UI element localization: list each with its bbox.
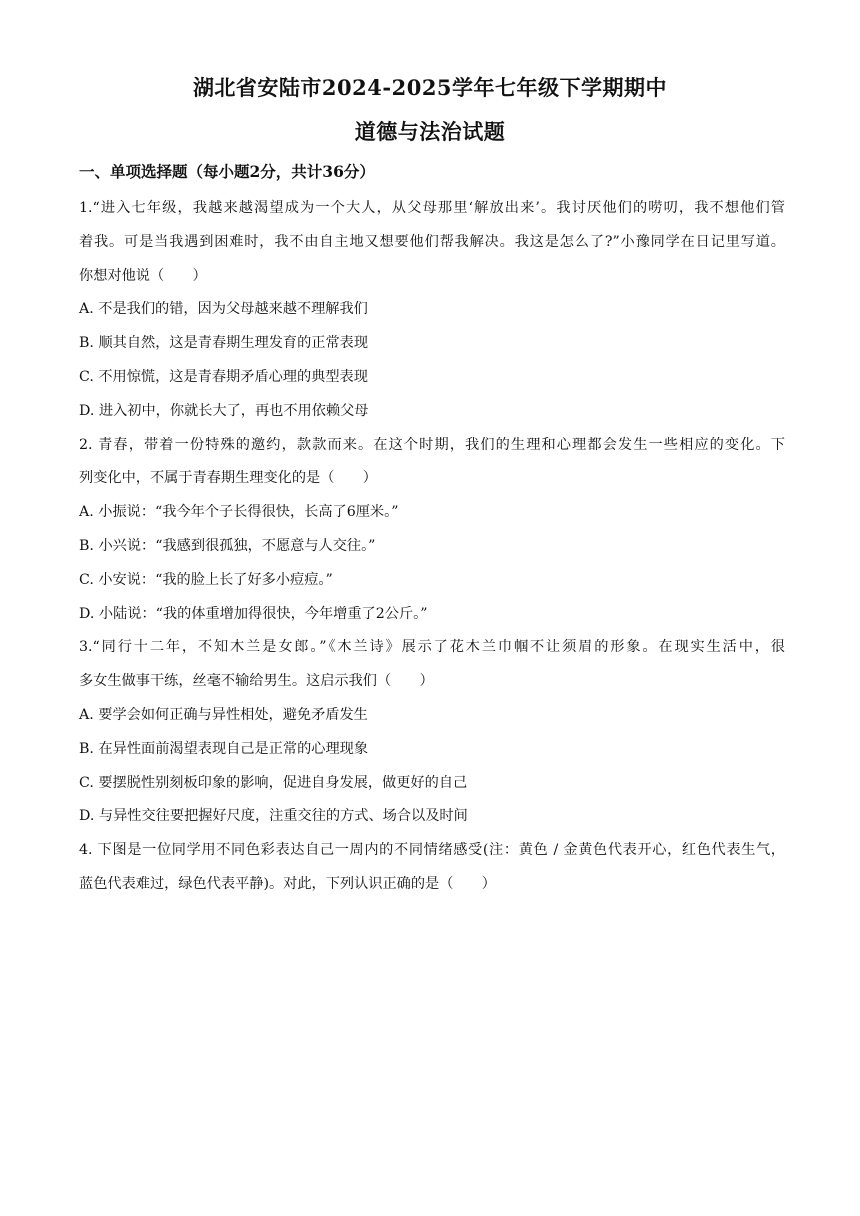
question-1-text-line: 着我。可是当我遇到困难时，我不由自主地又想要他们帮我解决。我这是怎么了?”小豫同学在日记里写道。: [79, 233, 785, 250]
section-heading: 一、单项选择题（每小题2分，共计36分）: [79, 162, 375, 181]
question-2-option-d: D. 小陆说：“我的体重增加得很快，今年增重了2公斤。”: [79, 605, 428, 622]
question-1-option-c: C. 不用惊慌，这是青春期矛盾心理的典型表现: [79, 368, 368, 385]
question-3: [79, 633, 785, 836]
question-3-text-line: 多女生做事干练，丝毫不输给男生。这启示我们（ ）: [79, 673, 434, 690]
question-4-text-line: 4. 下图是一位同学用不同色彩表达自己一周内的不同情绪感受(注：黄色 / 金黄色代表开心，红色代表生气，: [79, 842, 785, 859]
question-1: [79, 194, 785, 431]
question-1-option-d: D. 进入初中，你就长大了，再也不用依赖父母: [79, 402, 369, 419]
question-1-text-line: 1.“进入七年级，我越来越渴望成为一个大人，从父母那里‘解放出来’。我讨厌他们的唠叨，我不想他们管: [79, 200, 785, 216]
question-2-text-line: 2. 青春，带着一份特殊的邀约，款款而来。在这个时期，我们的生理和心理都会发生一些相应的变化。下: [79, 436, 785, 453]
question-2: [79, 431, 785, 634]
page-subtitle: 道德与法治试题: [354, 119, 506, 144]
question-1-text-line: 你想对他说（ ）: [79, 267, 207, 284]
question-2-option-c: C. 小安说：“我的脸上长了好多小痘痘。”: [79, 571, 333, 588]
question-list: [79, 194, 785, 904]
question-3-option-c: C. 要摆脱性别刻板印象的影响，促进自身发展，做更好的自己: [79, 774, 468, 791]
question-2-text-line: 列变化中，不属于青春期生理变化的是（ ）: [79, 470, 377, 487]
question-3-option-a: A. 要学会如何正确与异性相处，避免矛盾发生: [79, 706, 368, 723]
question-2-option-b: B. 小兴说：“我感到很孤独，不愿意与人交往。”: [79, 537, 376, 554]
question-4-text-line: 蓝色代表难过，绿色代表平静)。对此，下列认识正确的是（ ）: [79, 875, 496, 892]
question-2-option-a: A. 小振说：“我今年个子长得很快，长高了6厘米。”: [79, 504, 399, 521]
question-3-option-d: D. 与异性交往要把握好尺度，注重交往的方式、场合以及时间: [79, 808, 468, 825]
page-title: 湖北省安陆市2024-2025学年七年级下学期期中: [192, 75, 668, 100]
question-3-text-line: 3.“同行十二年，不知木兰是女郎。”《木兰诗》展示了花木兰巾帼不让须眉的形象。在现实生活中，很: [79, 639, 785, 656]
question-4: [79, 836, 785, 904]
question-3-option-b: B. 在异性面前渴望表现自己是正常的心理现象: [79, 740, 369, 757]
question-1-option-a: A. 不是我们的错，因为父母越来越不理解我们: [79, 301, 368, 318]
question-1-option-b: B. 顺其自然，这是青春期生理发育的正常表现: [79, 335, 369, 352]
